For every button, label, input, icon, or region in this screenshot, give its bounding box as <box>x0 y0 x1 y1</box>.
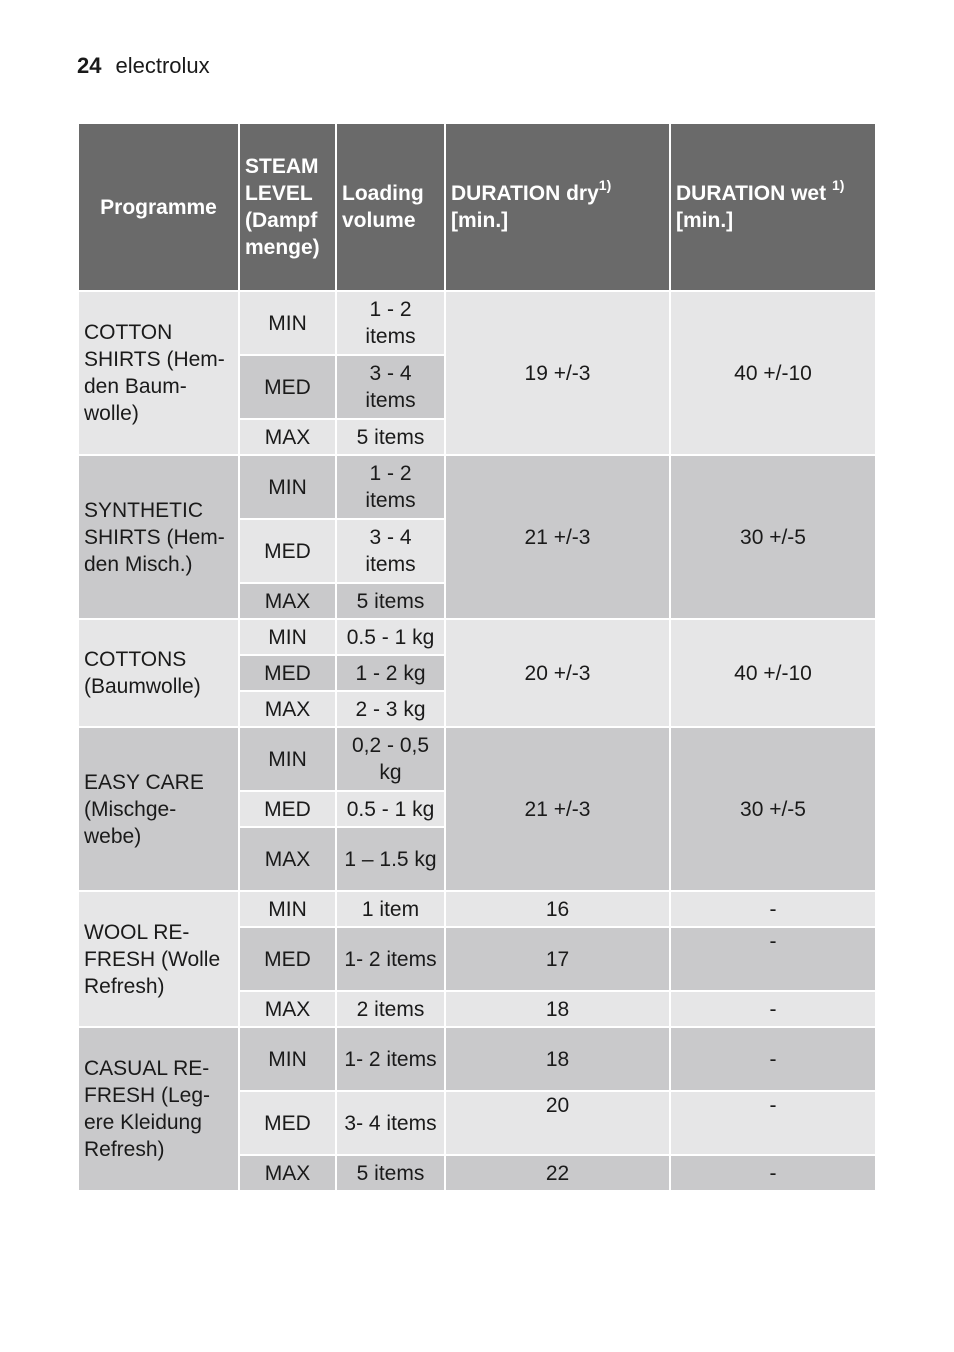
steam-level: MIN <box>239 291 336 355</box>
brand-name: electrolux <box>115 53 210 78</box>
steam-level: MIN <box>239 455 336 519</box>
steam-level: MAX <box>239 419 336 455</box>
steam-level: MAX <box>239 991 336 1027</box>
steam-level: MAX <box>239 827 336 891</box>
table-row <box>78 291 876 355</box>
duration-wet-footnote: 1) <box>831 177 845 193</box>
duration-dry: 16 <box>445 891 670 927</box>
duration-wet: 40 +/-10 <box>670 619 876 727</box>
steam-level: MED <box>239 1091 336 1155</box>
col-header-programme: Programme <box>78 123 239 291</box>
steam-level: MED <box>239 519 336 583</box>
loading-volume: 1 - 2 items <box>336 455 445 519</box>
programme-name: CASUAL RE-FRESH (Leg-ere Kleidung Refresh) <box>78 1027 239 1191</box>
duration-dry: 18 <box>445 991 670 1027</box>
steam-level: MAX <box>239 1155 336 1191</box>
col-header-duration-dry <box>445 123 670 291</box>
steam-level: MED <box>239 791 336 827</box>
loading-volume: 2 - 3 kg <box>336 691 445 727</box>
steam-level: MAX <box>239 691 336 727</box>
programme-name: WOOL RE-FRESH (Wolle Refresh) <box>78 891 239 1027</box>
steam-level: MIN <box>239 891 336 927</box>
steam-level: MED <box>239 655 336 691</box>
steam-level: MIN <box>239 1027 336 1091</box>
programme-name: EASY CARE (Mischge-webe) <box>78 727 239 891</box>
page-number: 24 <box>77 53 102 78</box>
duration-wet: - <box>670 1155 876 1191</box>
steam-level: MIN <box>239 727 336 791</box>
table-row <box>78 891 876 927</box>
loading-volume: 1 item <box>336 891 445 927</box>
table-header-row <box>78 123 876 291</box>
steam-level: MIN <box>239 619 336 655</box>
page-header <box>77 52 210 80</box>
steam-level: MED <box>239 355 336 419</box>
duration-wet: - <box>670 991 876 1027</box>
table-row <box>78 619 876 655</box>
duration-dry: 20 +/-3 <box>445 619 670 727</box>
col-header-duration-wet <box>670 123 876 291</box>
duration-dry: 22 <box>445 1155 670 1191</box>
programme-name: SYNTHETIC SHIRTS (Hem-den Misch.) <box>78 455 239 619</box>
programme-name: COTTONS (Baumwolle) <box>78 619 239 727</box>
loading-volume: 1- 2 items <box>336 927 445 991</box>
loading-volume: 3 - 4 items <box>336 519 445 583</box>
duration-dry-unit: [min.] <box>451 209 509 232</box>
table-row <box>78 455 876 519</box>
duration-dry: 19 +/-3 <box>445 291 670 455</box>
loading-volume: 3- 4 items <box>336 1091 445 1155</box>
duration-dry-label: DURATION dry <box>451 182 599 205</box>
duration-wet: 40 +/-10 <box>670 291 876 455</box>
duration-wet: 30 +/-5 <box>670 727 876 891</box>
duration-wet-unit: [min.] <box>676 209 734 232</box>
duration-wet: - <box>670 927 876 991</box>
duration-wet: - <box>670 1091 876 1155</box>
col-header-steam-level: STEAM LEVEL (Dampfmenge) <box>239 123 336 291</box>
loading-volume: 1- 2 items <box>336 1027 445 1091</box>
duration-wet-label: DURATION wet <box>676 182 832 205</box>
col-header-loading-volume: Loading volume <box>336 123 445 291</box>
duration-wet: 30 +/-5 <box>670 455 876 619</box>
steam-level: MED <box>239 927 336 991</box>
loading-volume: 1 - 2 kg <box>336 655 445 691</box>
duration-dry: 21 +/-3 <box>445 727 670 891</box>
duration-dry-footnote: 1) <box>598 177 612 193</box>
table-row <box>78 1027 876 1091</box>
loading-volume: 0.5 - 1 kg <box>336 619 445 655</box>
loading-volume: 0.5 - 1 kg <box>336 791 445 827</box>
loading-volume: 1 - 2 items <box>336 291 445 355</box>
programme-name: COTTON SHIRTS (Hem-den Baum-wolle) <box>78 291 239 455</box>
loading-volume: 2 items <box>336 991 445 1027</box>
duration-dry: 21 +/-3 <box>445 455 670 619</box>
loading-volume: 0,2 - 0,5 kg <box>336 727 445 791</box>
loading-volume: 1 – 1.5 kg <box>336 827 445 891</box>
duration-dry: 18 <box>445 1027 670 1091</box>
duration-dry: 17 <box>445 927 670 991</box>
loading-volume: 3 - 4 items <box>336 355 445 419</box>
loading-volume: 5 items <box>336 583 445 619</box>
loading-volume: 5 items <box>336 419 445 455</box>
duration-wet: - <box>670 1027 876 1091</box>
loading-volume: 5 items <box>336 1155 445 1191</box>
table-row <box>78 727 876 791</box>
duration-wet: - <box>670 891 876 927</box>
duration-dry: 20 <box>445 1091 670 1155</box>
steam-level: MAX <box>239 583 336 619</box>
programme-table <box>77 122 877 1192</box>
